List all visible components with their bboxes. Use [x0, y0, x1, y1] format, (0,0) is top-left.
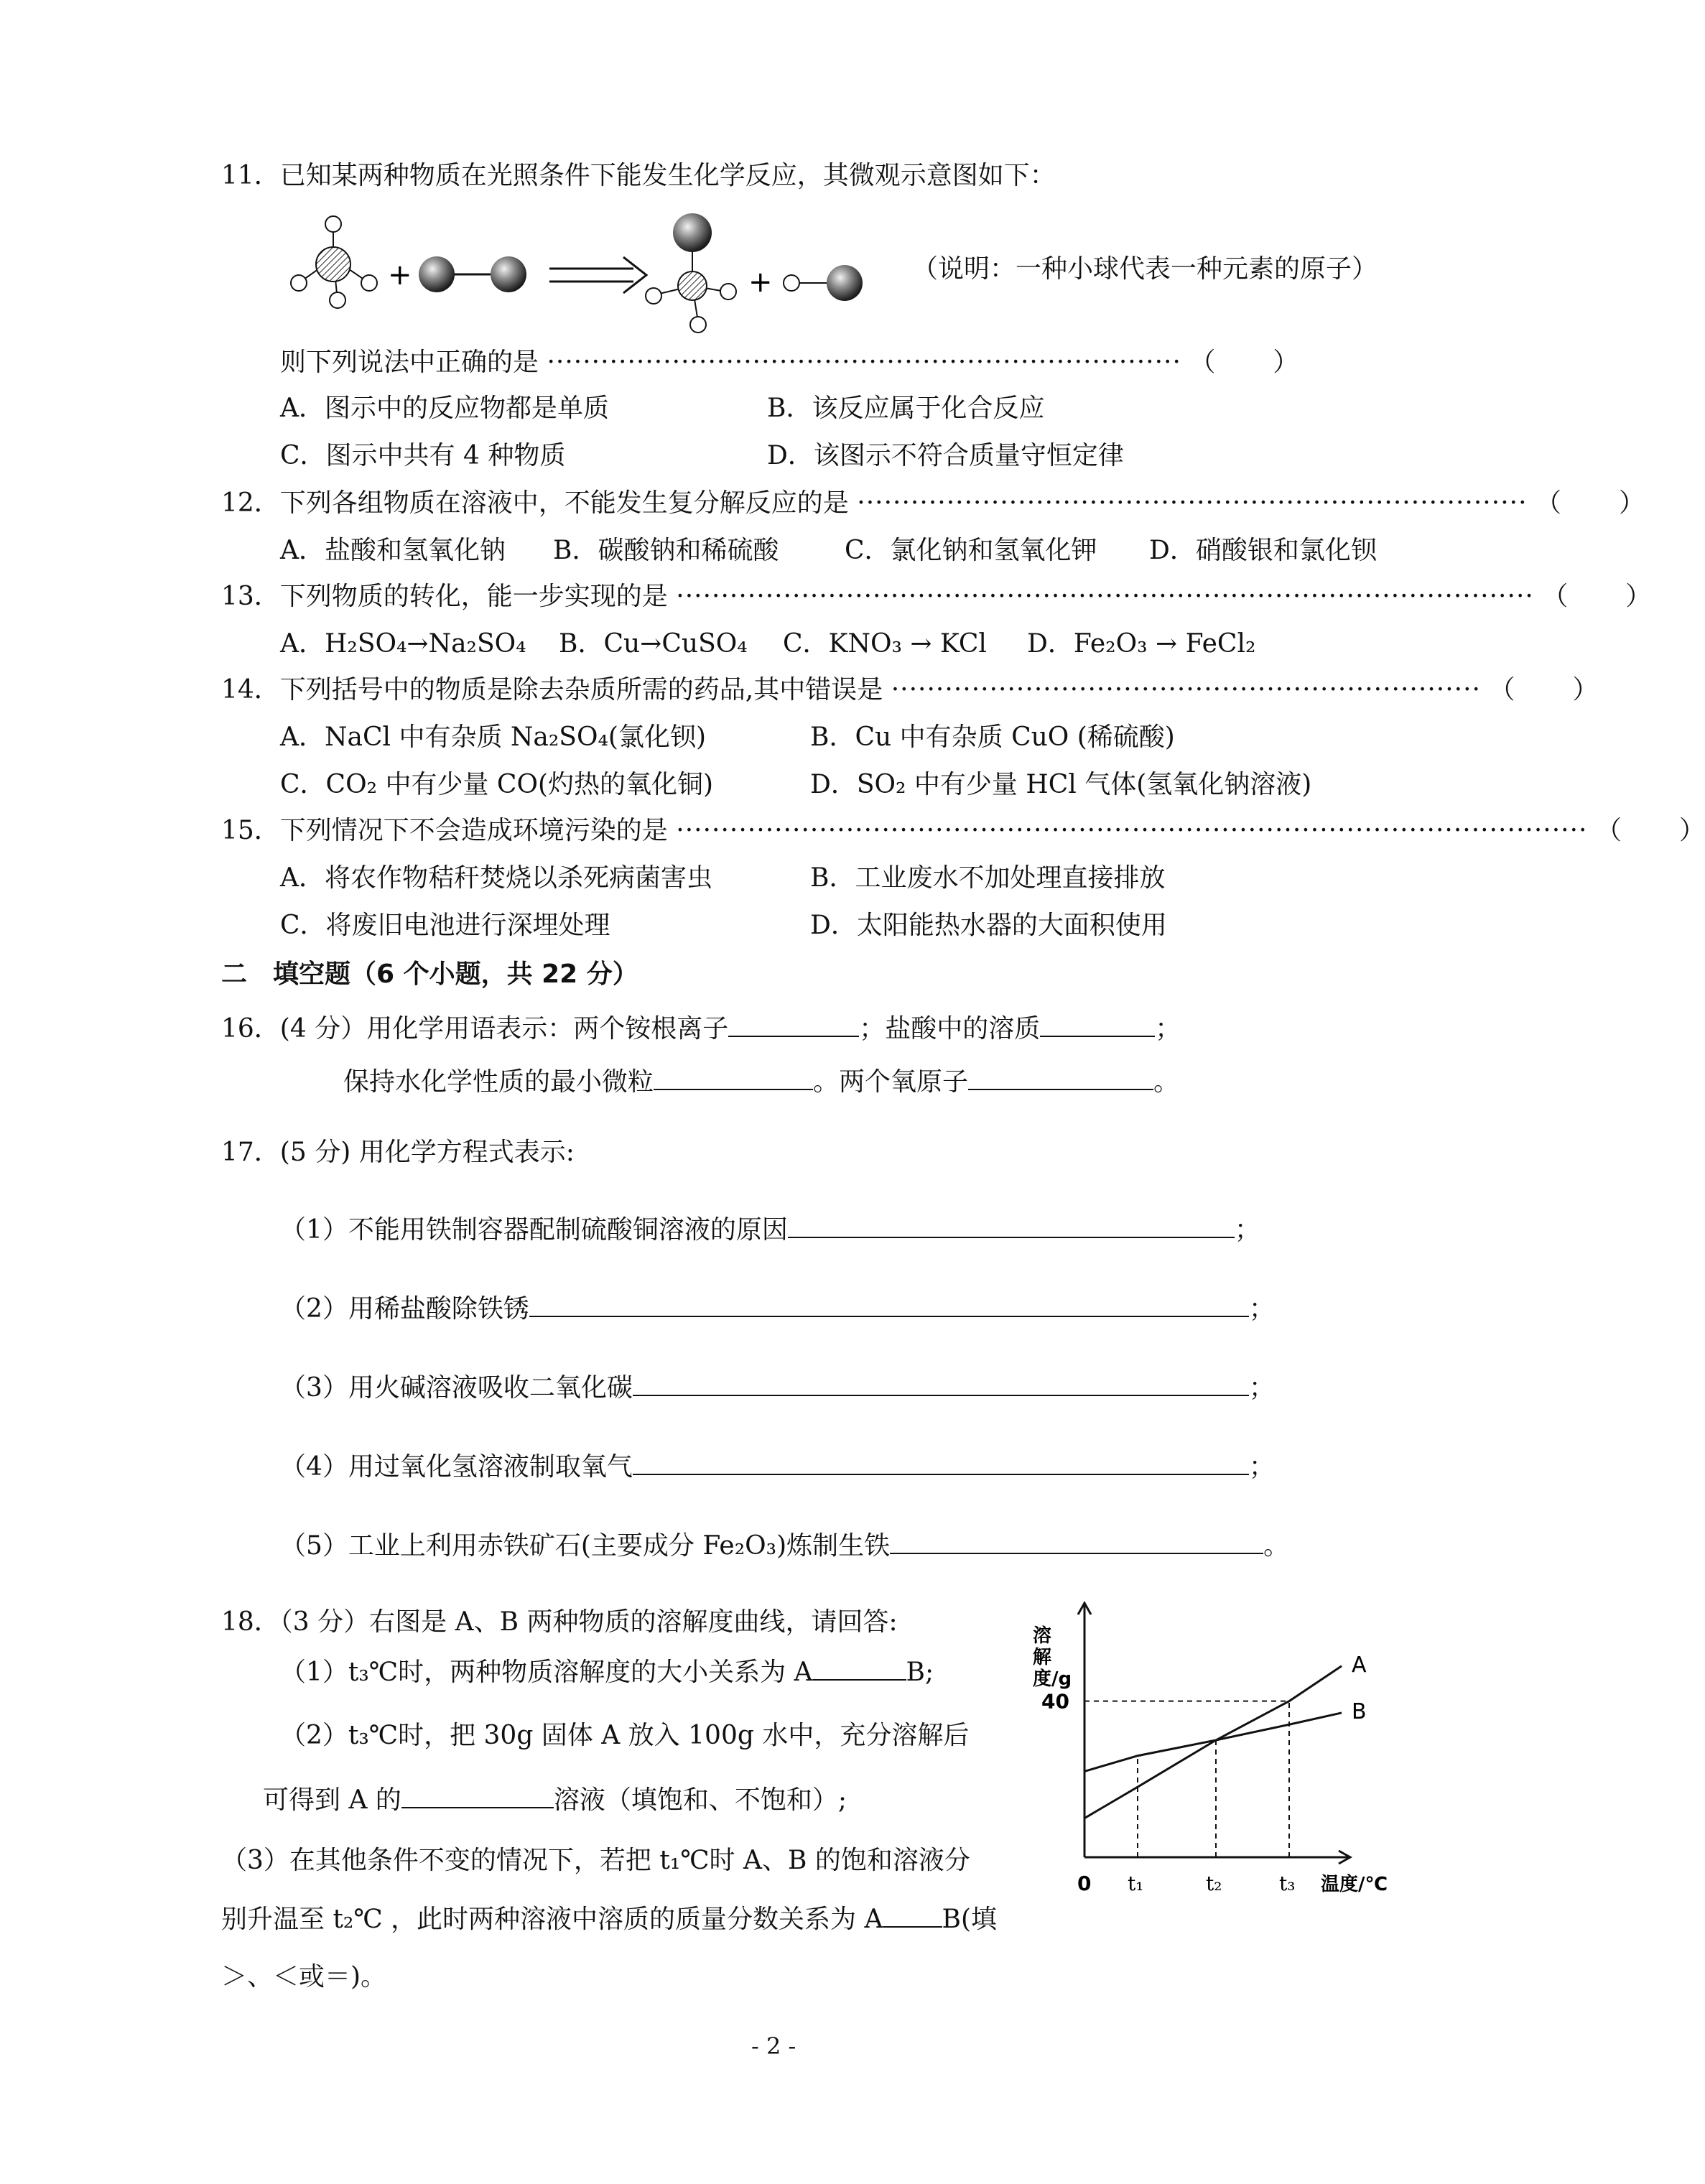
q18-sub-2b: [263, 1784, 847, 1817]
series-label-A: A: [1352, 1652, 1367, 1678]
answer-blank[interactable]: [968, 1066, 1153, 1090]
q18-sub-3c: ＞、＜或＝)。: [221, 1962, 387, 1992]
answer-paren[interactable]: （ ）: [1489, 675, 1599, 705]
series-line-A: [1084, 1666, 1342, 1818]
answer-blank[interactable]: [633, 1372, 1249, 1396]
q16-text-6: 。: [1153, 1067, 1180, 1097]
leader-dots: ·······································································: [547, 348, 1181, 377]
punct: ；: [1248, 1294, 1275, 1324]
q11-option-c: C．图示中共有 4 种物质: [280, 441, 566, 470]
q18-sub-3b-text: 别升温至 t₂℃ ，此时两种溶液中溶质的质量分数关系为 A: [221, 1905, 883, 1934]
answer-blank[interactable]: [529, 1293, 1249, 1317]
origin-label: 0: [1077, 1872, 1092, 1895]
q12-option-c: C．氯化钠和氢氧化钾: [845, 536, 1097, 565]
q13-stem-text: 13．下列物质的转化，能一步实现的是: [221, 582, 668, 611]
q11-stem: 11．已知某两种物质在光照条件下能发生化学反应，其微观示意图如下：: [221, 161, 1056, 190]
q16-line1: [221, 1013, 1181, 1046]
q16-text-3: ；: [1155, 1014, 1181, 1044]
q14-option-b: B．Cu 中有杂质 CuO (稀硫酸): [810, 722, 1175, 752]
q18-sub-3: （3）在其他条件不变的情况下，若把 t₁℃时 A、B 的饱和溶液分: [221, 1846, 970, 1875]
answer-blank[interactable]: [890, 1530, 1263, 1554]
plus-sign-1: +: [388, 259, 412, 292]
q18-sub-2: （2）t₃℃时，把 30g 固体 A 放入 100g 水中，充分溶解后: [280, 1721, 970, 1750]
q17-item-1-text: （1）不能用铁制容器配制硫酸铜溶液的原因: [280, 1215, 788, 1245]
q15-stem: [221, 814, 1705, 847]
reactant-molecule-1: [291, 216, 377, 308]
answer-blank[interactable]: [654, 1066, 813, 1090]
page-number: - 2 -: [751, 2032, 796, 2060]
q17-item-2: [280, 1293, 1275, 1326]
answer-blank[interactable]: [813, 1656, 906, 1681]
q13-option-d: D．Fe₂O₃ → FeCl₂: [1027, 629, 1256, 659]
q17-item-2-text: （2）用稀盐酸除铁锈: [280, 1294, 529, 1324]
q11-option-b: B．该反应属于化合反应: [767, 394, 1045, 423]
q18-sub-1-text: （1）t₃℃时，两种物质溶解度的大小关系为 A: [280, 1658, 813, 1687]
q11-ask: [280, 346, 1299, 379]
x-axis-title: 温度/℃: [1321, 1874, 1388, 1895]
leader-dots: ······································································································: [676, 816, 1588, 845]
product-molecule-1: [646, 213, 736, 333]
q11-note: （说明：一种小球代表一种元素的原子）: [912, 254, 1378, 284]
q12-stem-text: 12．下列各组物质在溶液中，不能发生复分解反应的是: [221, 488, 849, 518]
solubility-chart: [1013, 1580, 1415, 1896]
q12-option-d: D．硝酸银和氯化钡: [1149, 536, 1377, 565]
punct: ；: [1248, 1373, 1275, 1403]
q14-option-c: C．CO₂ 中有少量 CO(灼热的氧化铜): [280, 770, 714, 799]
q15-option-c: C．将废旧电池进行深埋处理: [280, 911, 610, 940]
q12-option-b: B．碳酸钠和稀硫酸: [553, 536, 779, 565]
q17-item-1: [280, 1214, 1260, 1247]
q18-sub-2b-text: 可得到 A 的: [263, 1785, 401, 1815]
answer-blank[interactable]: [633, 1451, 1249, 1475]
q16-line2: [343, 1066, 1179, 1099]
reaction-diagram: [280, 208, 912, 345]
q18-sub-1: [280, 1656, 934, 1689]
q16-text-4: 保持水化学性质的最小微粒: [343, 1067, 654, 1097]
q17-item-5: [280, 1530, 1289, 1563]
q15-option-d: D．太阳能热水器的大面积使用: [810, 911, 1167, 940]
q17-item-5-text: （5）工业上利用赤铁矿石(主要成分 Fe₂O₃)炼制生铁: [280, 1531, 891, 1561]
q18-sub-3b-tail: B(填: [942, 1905, 998, 1934]
q14-option-d: D．SO₂ 中有少量 HCl 气体(氢氧化钠溶液): [810, 770, 1312, 799]
answer-blank[interactable]: [883, 1903, 942, 1928]
q15-stem-text: 15．下列情况下不会造成环境污染的是: [221, 816, 668, 845]
leader-dots: ···········································································: [857, 488, 1528, 518]
q14-option-a: A．NaCl 中有杂质 Na₂SO₄(氯化钡): [280, 722, 706, 752]
q12-stem: [221, 487, 1645, 520]
q15-option-b: B．工业废水不加处理直接排放: [810, 863, 1166, 893]
q16-text-5: 。两个氧原子: [813, 1067, 969, 1097]
q17-item-3: [280, 1372, 1275, 1405]
answer-blank[interactable]: [728, 1013, 859, 1037]
y-tick-label-40: 40: [1041, 1689, 1069, 1714]
answer-paren[interactable]: （ ）: [1189, 348, 1299, 377]
q17-stem: 17．(5 分) 用化学方程式表示:: [221, 1138, 575, 1167]
plus-sign-2: +: [748, 266, 773, 299]
x-tick-label-1: t₁: [1128, 1872, 1144, 1895]
q13-option-a: A．H₂SO₄→Na₂SO₄: [280, 629, 526, 659]
q11-option-d: D．该图示不符合质量守恒定律: [767, 441, 1124, 470]
punct: 。: [1263, 1531, 1290, 1561]
q13-option-b: B．Cu→CuSO₄: [559, 629, 748, 659]
reaction-arrow: [549, 257, 646, 293]
x-tick-label-3: t₃: [1279, 1872, 1296, 1895]
q18-sub-1-tail: B;: [906, 1658, 934, 1687]
leader-dots: ································································································: [676, 582, 1534, 611]
q16-text-2: ；盐酸中的溶质: [859, 1014, 1041, 1044]
q16-text-1: 16．(4 分）用化学用语表示：两个铵根离子: [221, 1014, 729, 1044]
q11-option-a: A．图示中的反应物都是单质: [280, 394, 609, 423]
q17-item-3-text: （3）用火碱溶液吸收二氧化碳: [280, 1373, 633, 1403]
q18-stem: 18．（3 分）右图是 A、B 两种物质的溶解度曲线，请回答:: [221, 1607, 898, 1637]
reactant-molecule-2: [419, 256, 526, 292]
punct: ；: [1234, 1215, 1260, 1245]
series-label-B: B: [1352, 1699, 1367, 1724]
q11-ask-text: 则下列说法中正确的是: [280, 348, 539, 377]
q18-sub-3b: [221, 1903, 997, 1936]
q15-option-a: A．将农作物秸秆焚烧以杀死病菌害虫: [280, 863, 712, 893]
answer-blank[interactable]: [1040, 1013, 1155, 1037]
y-axis-title-3: 度/g: [1033, 1668, 1072, 1690]
y-axis-title-1: 溶: [1033, 1625, 1052, 1647]
answer-paren[interactable]: （ ）: [1595, 816, 1705, 845]
answer-blank[interactable]: [788, 1214, 1235, 1238]
punct: ；: [1248, 1452, 1275, 1482]
y-axis-title-2: 解: [1033, 1647, 1052, 1668]
leader-dots: ··································································: [891, 675, 1481, 705]
answer-paren[interactable]: （ ）: [1535, 488, 1645, 518]
section-heading: 二 填空题（6 个小题，共 22 分）: [221, 959, 638, 989]
q17-item-4-text: （4）用过氧化氢溶液制取氧气: [280, 1452, 633, 1482]
q13-option-c: C．KNO₃ → KCl: [783, 629, 987, 659]
q14-stem: [221, 674, 1598, 707]
q12-option-a: A．盐酸和氢氧化钠: [280, 536, 506, 565]
q18-sub-2b-tail: 溶液（填饱和、不饱和）;: [553, 1785, 847, 1815]
q14-stem-text: 14．下列括号中的物质是除去杂质所需的药品,其中错误是: [221, 675, 883, 705]
x-tick-label-2: t₂: [1206, 1872, 1222, 1895]
answer-paren[interactable]: （ ）: [1542, 582, 1652, 611]
product-molecule-2: [784, 265, 863, 301]
q13-stem: [221, 580, 1651, 613]
q17-item-4: [280, 1451, 1275, 1484]
answer-blank[interactable]: [401, 1784, 554, 1808]
